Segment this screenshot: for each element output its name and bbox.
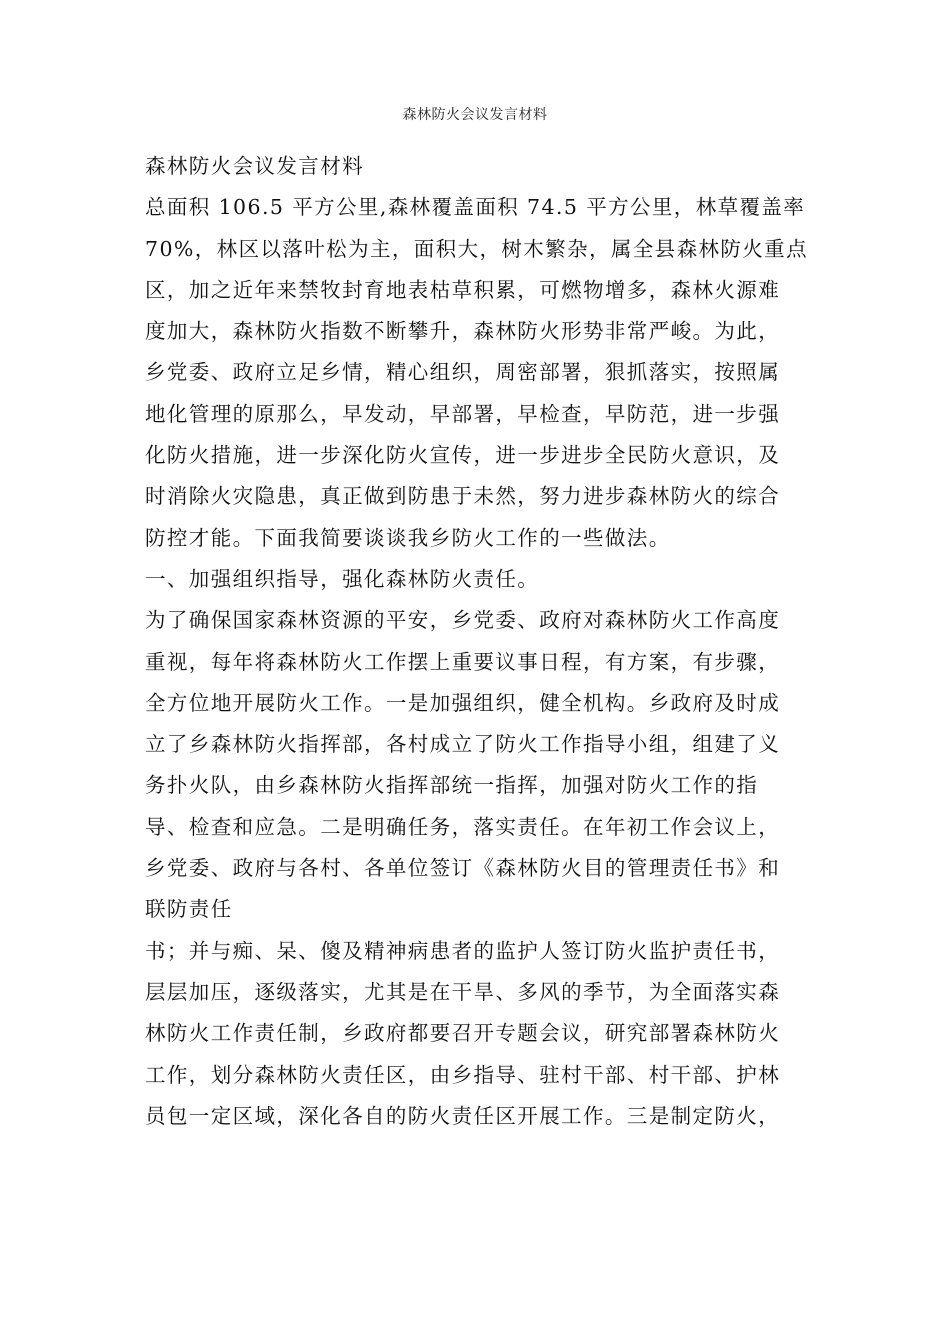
paragraph-line: 乡党委、政府与各村、各单位签订《森林防火目的管理责任书》和 bbox=[145, 856, 781, 881]
paragraph-line: 时消除火灾隐患，真正做到防患于未然，努力进步森林防火的综合 bbox=[145, 484, 781, 509]
section-heading: 一、加强组织指导，强化森林防火责任。 bbox=[145, 566, 540, 591]
paragraph-line: 层层加压，逐级落实，尤其是在干旱、多风的季节，为全面落实森 bbox=[145, 979, 781, 1004]
paragraph-line: 工作，划分森林防火责任区，由乡指导、驻村干部、村干部、护林 bbox=[145, 1062, 781, 1087]
paragraph-line: 乡党委、政府立足乡情，精心组织，周密部署，狠抓落实，按照属 bbox=[145, 360, 781, 385]
paragraph-line: 化防火措施，进一步深化防火宣传，进一步进步全民防火意识，及 bbox=[145, 443, 781, 468]
paragraph-line: 书；并与痴、呆、傻及精神病患者的监护人签订防火监护责任书， bbox=[145, 938, 781, 963]
paragraph-line: 地化管理的原那么，早发动，早部署，早检查，早防范，进一步强 bbox=[145, 401, 781, 426]
paragraph-line: 联防责任 bbox=[145, 897, 233, 922]
paragraph-line: 全方位地开展防火工作。一是加强组织，健全机构。乡政府及时成 bbox=[145, 690, 781, 715]
paragraph-line: 员包一定区域，深化各自的防火责任区开展工作。三是制定防火， bbox=[145, 1103, 781, 1128]
document-title: 森林防火会议发言材料 bbox=[145, 154, 364, 178]
paragraph-line: 总面积 106.5 平方公里,森林覆盖面积 74.5 平方公里，林草覆盖率 bbox=[145, 195, 806, 220]
paragraph-line: 为了确保国家森林资源的平安，乡党委、政府对森林防火工作高度 bbox=[145, 608, 781, 633]
page-header: 森林防火会议发言材料 bbox=[402, 107, 548, 123]
paragraph-line: 70%，林区以落叶松为主，面积大，树木繁杂，属全县森林防火重点 bbox=[145, 236, 808, 261]
paragraph-line: 导、检查和应急。二是明确任务，落实责任。在年初工作会议上， bbox=[145, 814, 781, 839]
document-body bbox=[145, 146, 813, 1137]
paragraph-line: 林防火工作责任制，乡政府都要召开专题会议，研究部署森林防火 bbox=[145, 1021, 781, 1046]
paragraph-line: 重视，每年将森林防火工作摆上重要议事日程，有方案，有步骤， bbox=[145, 649, 781, 674]
paragraph-line: 区，加之近年来禁牧封育地表枯草积累，可燃物增多，森林火源难 bbox=[145, 277, 781, 302]
paragraph-line: 度加大，森林防火指数不断攀升，森林防火形势非常严峻。为此， bbox=[145, 319, 781, 344]
paragraph-line: 防控才能。下面我简要谈谈我乡防火工作的一些做法。 bbox=[145, 525, 671, 550]
paragraph-line: 立了乡森林防火指挥部，各村成立了防火工作指导小组，组建了义 bbox=[145, 732, 781, 757]
paragraph-line: 务扑火队，由乡森林防火指挥部统一指挥，加强对防火工作的指 bbox=[145, 773, 759, 798]
